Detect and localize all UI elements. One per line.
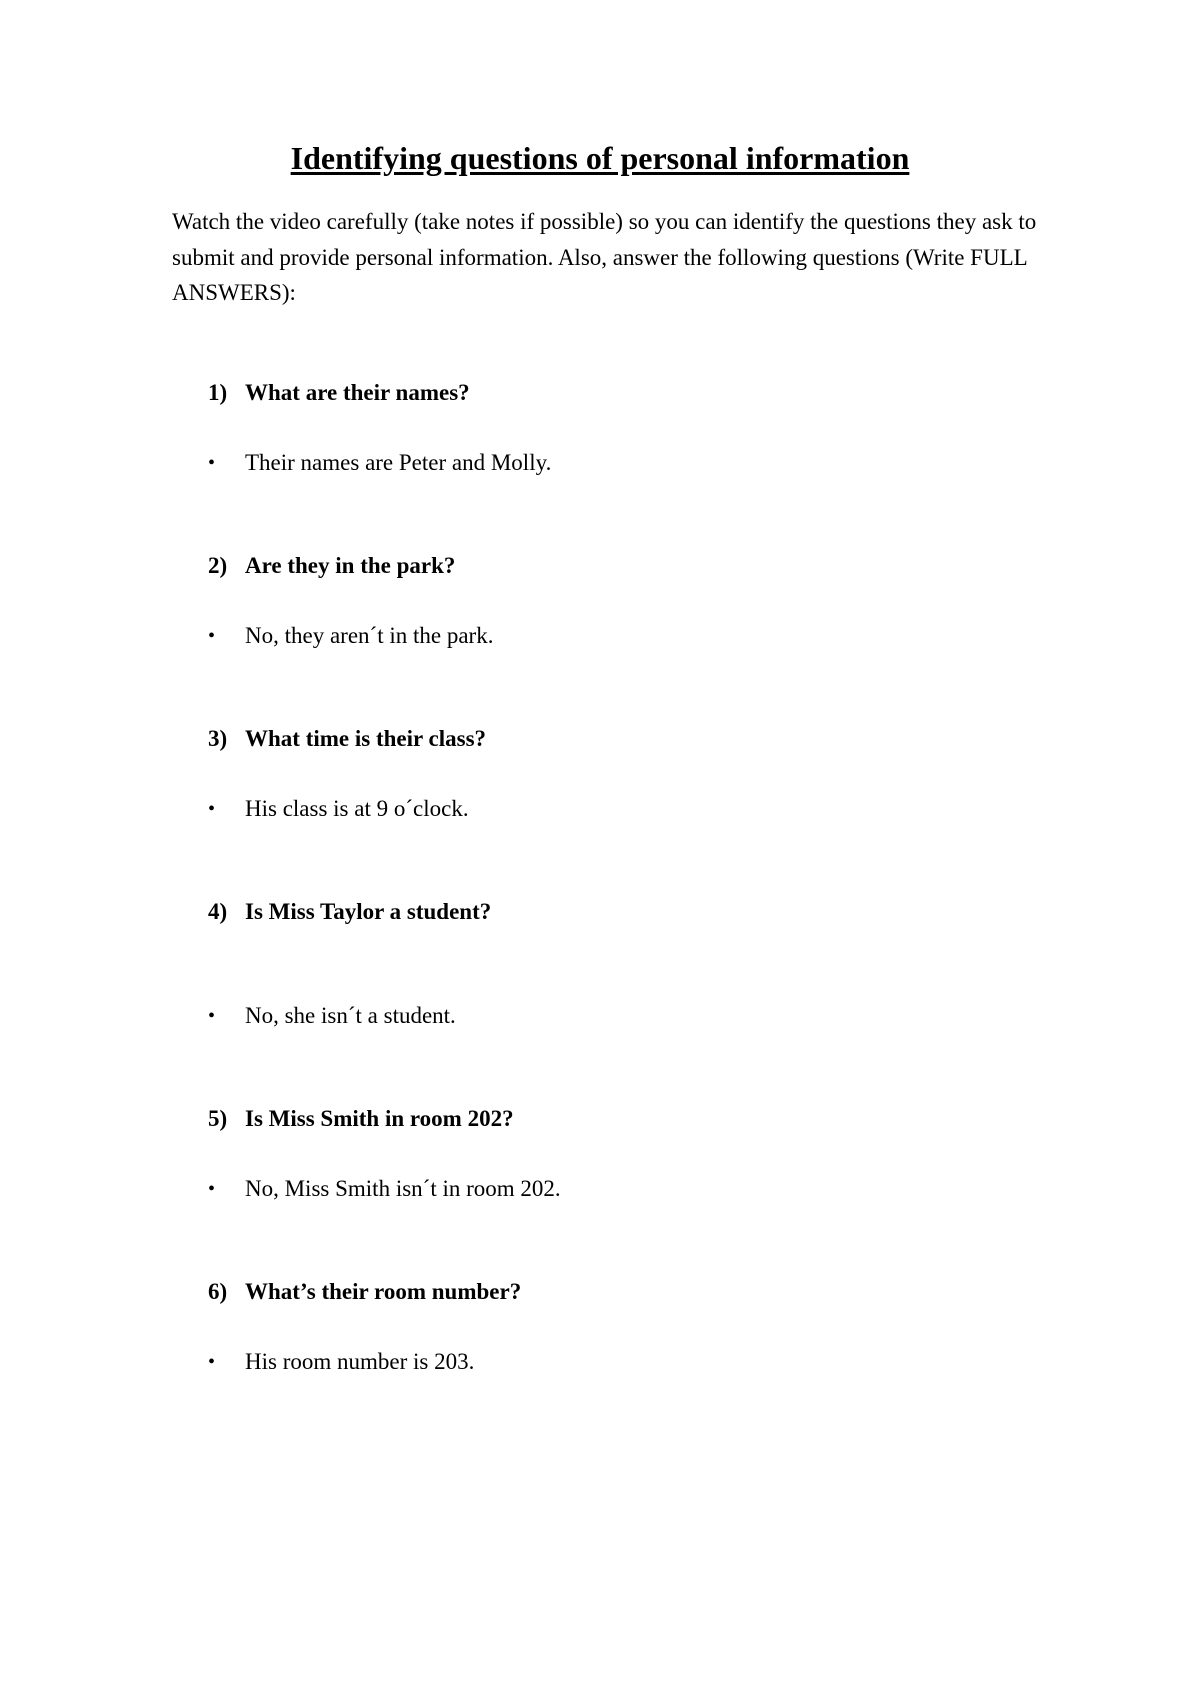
question-text: What time is their class? (245, 726, 487, 751)
question-text: Is Miss Smith in room 202? (245, 1106, 514, 1131)
bullet-icon: • (208, 798, 216, 820)
question-5 (208, 1106, 514, 1132)
answer-5 (208, 1176, 561, 1202)
answer-text: His room number is 203. (245, 1349, 475, 1374)
question-number: 5) (208, 1106, 228, 1131)
question-number: 2) (208, 553, 228, 578)
bullet-icon: • (208, 1005, 216, 1027)
question-6 (208, 1279, 521, 1305)
answer-2 (208, 623, 493, 649)
page-title: Identifying questions of personal information (290, 140, 910, 176)
question-number: 1) (208, 380, 228, 405)
instructions-paragraph: Watch the video carefully (take notes if possible) so you can identify the questions they ask to submit and provide personal information. Also, answer the following questions (Write FULL ANSWERS): (172, 209, 1037, 305)
answer-4 (208, 1003, 456, 1029)
question-text: Are they in the park? (245, 553, 456, 578)
question-number: 4) (208, 899, 228, 924)
question-4 (208, 899, 491, 925)
answer-3 (208, 796, 469, 822)
question-1 (208, 380, 470, 406)
question-text: What’s their room number? (245, 1279, 522, 1304)
answer-6 (208, 1349, 474, 1375)
question-number: 3) (208, 726, 228, 751)
question-text: Is Miss Taylor a student? (245, 899, 492, 924)
bullet-icon: • (208, 1178, 216, 1200)
answer-text: His class is at 9 o´clock. (245, 796, 469, 821)
answer-text: No, Miss Smith isn´t in room 202. (245, 1176, 561, 1201)
question-number: 6) (208, 1279, 228, 1304)
answer-text: No, they aren´t in the park. (245, 623, 494, 648)
answer-text: No, she isn´t a student. (245, 1003, 456, 1028)
answer-text: Their names are Peter and Molly. (245, 450, 552, 475)
bullet-icon: • (208, 625, 216, 647)
answer-1 (208, 450, 551, 476)
question-2 (208, 553, 455, 579)
question-3 (208, 726, 486, 752)
bullet-icon: • (208, 452, 216, 474)
question-text: What are their names? (245, 380, 470, 405)
bullet-icon: • (208, 1351, 216, 1373)
